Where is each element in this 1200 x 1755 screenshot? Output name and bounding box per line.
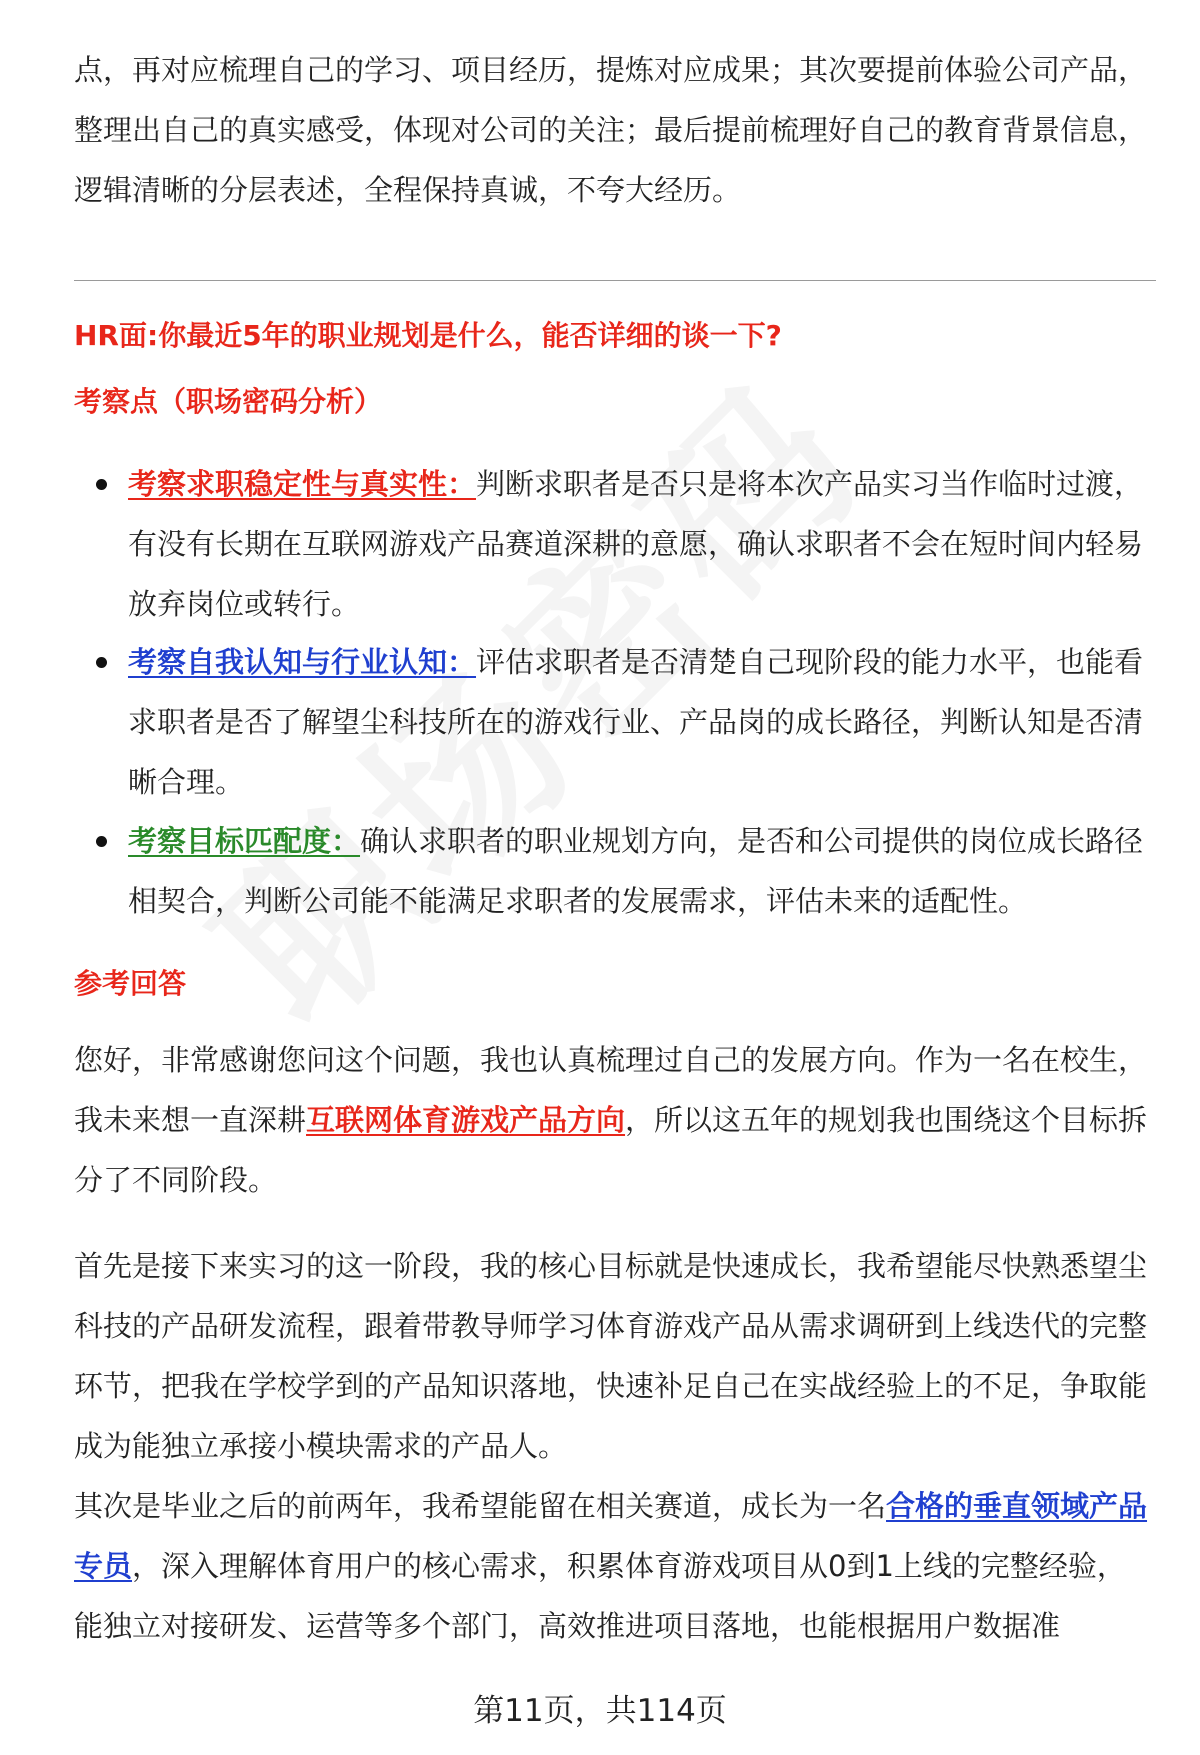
- answer-paragraph: 其次是毕业之后的前两年，我希望能留在相关赛道，成长为一名合格的垂直领域产品专员，深入理解体育用户的核心需求，积累体育游戏项目从0到1上线的完整经验，能独立对接研发、运营等多个部门，高效推进项目落地，也能根据用户数据准: [74, 1489, 1148, 1643]
- answer-paragraph: 您好，非常感谢您问这个问题，我也认真梳理过自己的发展方向。作为一名在校生，我未来想一直深耕互联网体育游戏产品方向，所以这五年的规划我也围绕这个目标拆分了不同阶段。: [74, 1043, 1148, 1197]
- page-number: 第11页，共114页: [473, 1693, 727, 1729]
- evaluation-point: [128, 632, 1152, 812]
- bullet-dot: [96, 657, 107, 668]
- point-text: 判断求职者是否只是将本次产品实习当作临时过渡，有没有长期在互联网游戏产品赛道深耕的意愿，确认求职者不会在短时间内轻易放弃岗位或转行。: [128, 467, 1144, 621]
- point-keyword: 考察求职稳定性与真实性：: [128, 467, 477, 501]
- evaluation-point: [128, 454, 1152, 634]
- evaluation-point: [128, 811, 1152, 931]
- answer-highlight: 互联网体育游戏产品方向: [306, 1103, 626, 1137]
- answer-highlight: 合格的垂直领域产品专员: [74, 1489, 1148, 1583]
- intro-paragraph: 点，再对应梳理自己的学习、项目经历，提炼对应成果；其次要提前体验公司产品，整理出自己的真实感受，体现对公司的关注；最后提前梳理好自己的教育背景信息，逻辑清晰的分层表述，全程保持真诚，不夸大经历。: [74, 53, 1148, 207]
- answer-heading: 参考回答: [74, 967, 187, 1000]
- point-keyword: 考察目标匹配度：: [128, 824, 361, 858]
- point-keyword: 考察自我认知与行业认知：: [128, 645, 477, 679]
- answer-paragraph: 首先是接下来实习的这一阶段，我的核心目标就是快速成长，我希望能尽快熟悉望尘科技的产品研发流程，跟着带教导师学习体育游戏产品从需求调研到上线迭代的完整环节，把我在学校学到的产品知识落地，快速补足自己在实战经验上的不足，争取能成为能独立承接小模块需求的产品人。: [74, 1249, 1148, 1463]
- points-heading: 考察点（职场密码分析）: [74, 385, 383, 418]
- question-title: HR面:你最近5年的职业规划是什么，能否详细的谈一下?: [74, 319, 782, 352]
- point-text: 确认求职者的职业规划方向，是否和公司提供的岗位成长路径相契合，判断公司能不能满足求职者的发展需求，评估未来的适配性。: [128, 824, 1144, 918]
- point-text: 评估求职者是否清楚自己现阶段的能力水平，也能看求职者是否了解望尘科技所在的游戏行业、产品岗的成长路径，判断认知是否清晰合理。: [128, 645, 1144, 799]
- section-divider: [74, 280, 1156, 281]
- bullet-dot: [96, 479, 107, 490]
- bullet-dot: [96, 836, 107, 847]
